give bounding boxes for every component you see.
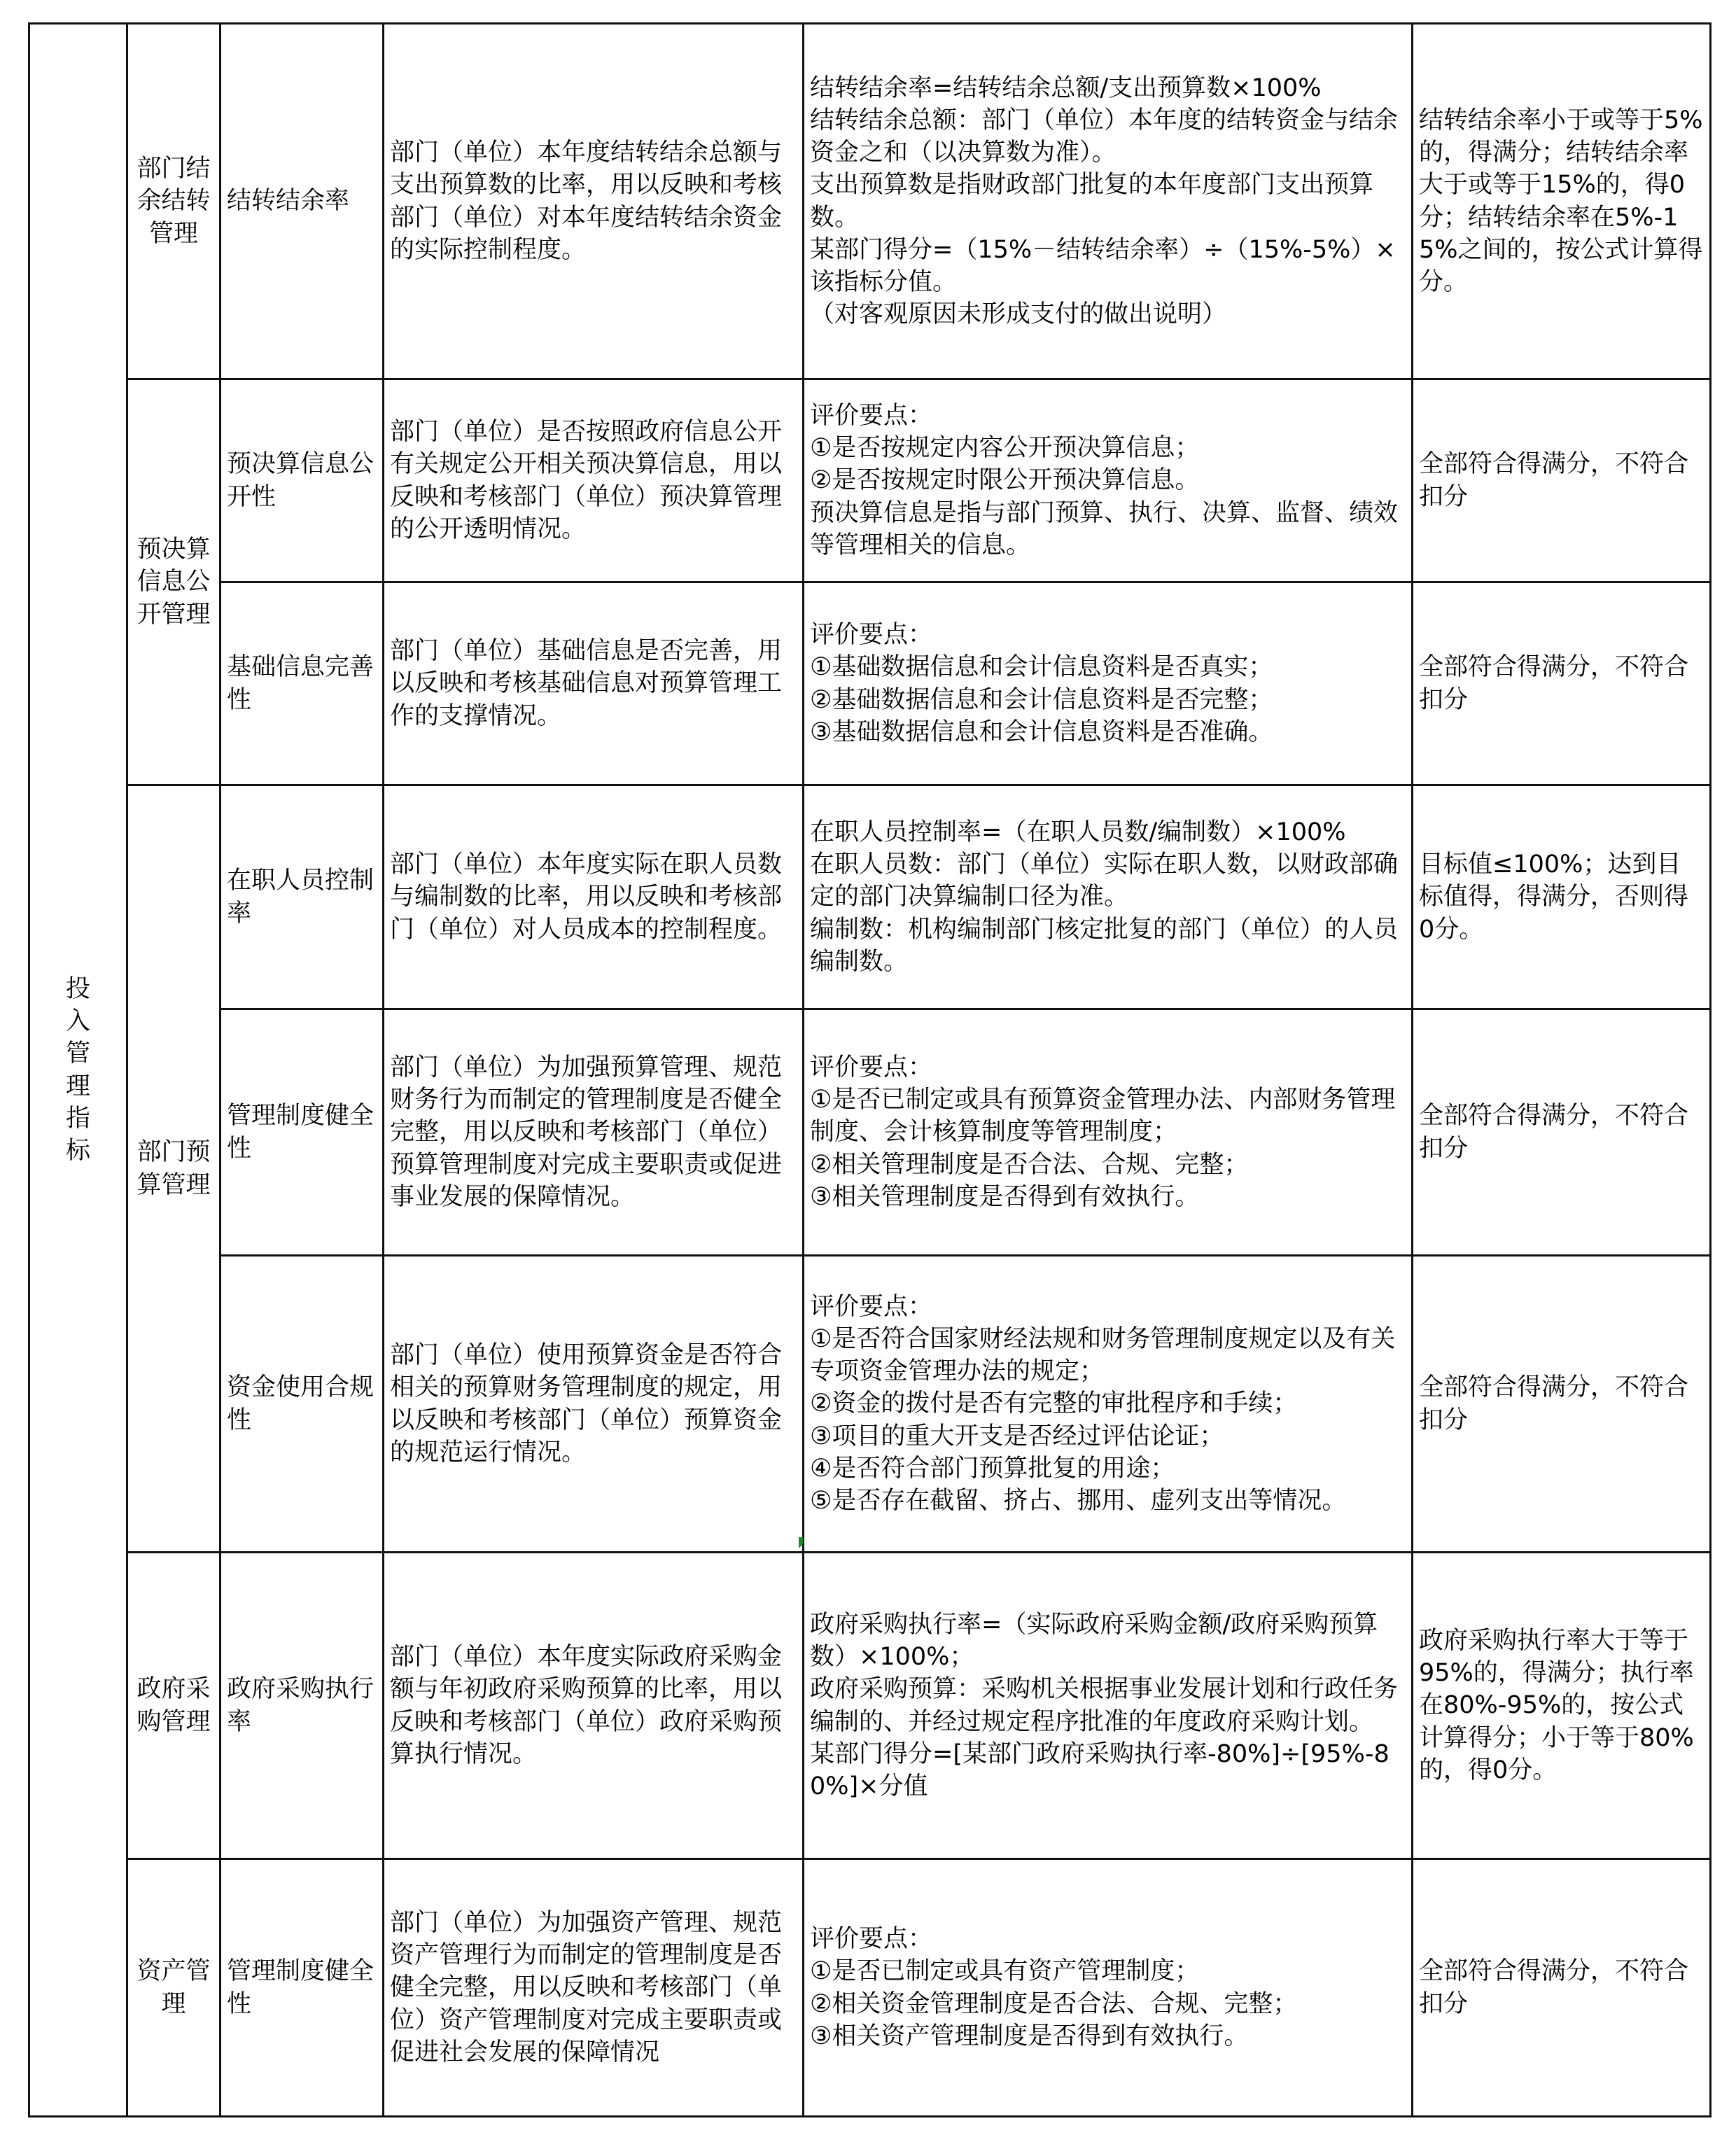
table-row: [29, 1553, 1711, 1859]
table-row: [29, 379, 1711, 582]
indicator-cell: 政府采购执行率: [220, 1553, 384, 1859]
category-cell: 资产管理: [127, 1859, 220, 2117]
cell-comment-marker: [799, 1537, 810, 1548]
table-row: [29, 1256, 1711, 1553]
criteria-cell: 评价要点： ①是否已制定或具有预算资金管理办法、内部财务管理制度、会计核算制度等管理制度； ②相关管理制度是否合法、合规、完整； ③相关管理制度是否得到有效执行。: [804, 1009, 1413, 1256]
table-row: [29, 582, 1711, 785]
table-row: [29, 785, 1711, 1009]
definition-cell: 部门（单位）为加强预算管理、规范财务行为而制定的管理制度是否健全完整，用以反映和考核部门（单位）预算管理制度对完成主要职责或促进事业发展的保障情况。: [384, 1009, 804, 1256]
table-row: [29, 24, 1711, 379]
criteria-cell: 评价要点： ①是否按规定内容公开预决算信息； ②是否按规定时限公开预决算信息。 预决算信息是指与部门预算、执行、决算、监督、绩效等管理相关的信息。: [804, 379, 1413, 582]
criteria-cell: 评价要点： ①是否符合国家财经法规和财务管理制度规定以及有关专项资金管理办法的规定； ②资金的拨付是否有完整的审批程序和手续； ③项目的重大开支是否经过评估论证； ④是否符合部门预算批复的用途； ⑤是否存在截留、挤占、挪用、虚列支出等情况。: [804, 1256, 1413, 1553]
indicator-cell: 基础信息完善性: [220, 582, 384, 785]
indicator-cell: 预决算信息公开性: [220, 379, 384, 582]
definition-cell: 部门（单位）本年度实际在职人员数与编制数的比率，用以反映和考核部门（单位）对人员成本的控制程度。: [384, 785, 804, 1009]
category-cell: 部门结余结转管理: [127, 24, 220, 379]
scoring-cell: 结转结余率小于或等于5%的，得满分；结转结余率大于或等于15%的，得0分；结转结余率在5%-15%之间的，按公式计算得分。: [1413, 24, 1711, 379]
scoring-cell: 全部符合得满分，不符合扣分: [1413, 1859, 1711, 2117]
table-row: [29, 1859, 1711, 2117]
scoring-cell: 目标值≤100%；达到目标值得，得满分，否则得0分。: [1413, 785, 1711, 1009]
definition-cell: 部门（单位）本年度结转结余总额与支出预算数的比率，用以反映和考核部门（单位）对本年度结转结余资金的实际控制程度。: [384, 24, 804, 379]
category-cell: 政府采购管理: [127, 1553, 220, 1859]
first-level-category: 投入管理指标: [29, 24, 127, 2117]
definition-cell: 部门（单位）是否按照政府信息公开有关规定公开相关预决算信息，用以反映和考核部门（单位）预决算管理的公开透明情况。: [384, 379, 804, 582]
definition-cell: 部门（单位）为加强资产管理、规范资产管理行为而制定的管理制度是否健全完整，用以反映和考核部门（单位）资产管理制度对完成主要职责或促进社会发展的保障情况: [384, 1859, 804, 2117]
criteria-cell: 评价要点： ①基础数据信息和会计信息资料是否真实； ②基础数据信息和会计信息资料是否完整； ③基础数据信息和会计信息资料是否准确。: [804, 582, 1413, 785]
scoring-cell: 全部符合得满分，不符合扣分: [1413, 582, 1711, 785]
indicator-cell: 管理制度健全性: [220, 1009, 384, 1256]
scoring-cell: 全部符合得满分，不符合扣分: [1413, 1256, 1711, 1553]
indicator-cell: 资金使用合规性: [220, 1256, 384, 1553]
table-row: [29, 1009, 1711, 1256]
criteria-cell: 政府采购执行率=（实际政府采购金额/政府采购预算数）×100%； 政府采购预算：采购机关根据事业发展计划和行政任务编制的、并经过规定程序批准的年度政府采购计划。 某部门得分=[某部门政府采购执行率-80%]÷[95%-80%]×分值: [804, 1553, 1413, 1859]
criteria-cell: 结转结余率=结转结余总额/支出预算数×100% 结转结余总额：部门（单位）本年度的结转资金与结余资金之和（以决算数为准）。 支出预算数是指财政部门批复的本年度部门支出预算数。 某部门得分=（15%－结转结余率）÷（15%-5%）×该指标分值。 （对客观原因未形成支付的做出说明）: [804, 24, 1413, 379]
scoring-cell: 全部符合得满分，不符合扣分: [1413, 1009, 1711, 1256]
indicator-cell: 在职人员控制率: [220, 785, 384, 1009]
indicator-table: [28, 22, 1712, 2118]
criteria-cell: 评价要点： ①是否已制定或具有资产管理制度； ②相关资金管理制度是否合法、合规、完整； ③相关资产管理制度是否得到有效执行。: [804, 1859, 1413, 2117]
scoring-cell: 政府采购执行率大于等于95%的，得满分；执行率在80%-95%的，按公式计算得分；小于等于80%的，得0分。: [1413, 1553, 1711, 1859]
category-cell: 部门预算管理: [127, 785, 220, 1553]
criteria-cell: 在职人员控制率=（在职人员数/编制数）×100% 在职人员数：部门（单位）实际在职人数，以财政部确定的部门决算编制口径为准。 编制数：机构编制部门核定批复的部门（单位）的人员编制数。: [804, 785, 1413, 1009]
definition-cell: 部门（单位）基础信息是否完善，用以反映和考核基础信息对预算管理工作的支撑情况。: [384, 582, 804, 785]
category-cell: 预决算信息公开管理: [127, 379, 220, 785]
indicator-cell: 管理制度健全性: [220, 1859, 384, 2117]
indicator-cell: 结转结余率: [220, 24, 384, 379]
scoring-cell: 全部符合得满分，不符合扣分: [1413, 379, 1711, 582]
definition-cell: 部门（单位）本年度实际政府采购金额与年初政府采购预算的比率，用以反映和考核部门（单位）政府采购预算执行情况。: [384, 1553, 804, 1859]
definition-cell: 部门（单位）使用预算资金是否符合相关的预算财务管理制度的规定，用以反映和考核部门（单位）预算资金的规范运行情况。: [384, 1256, 804, 1553]
